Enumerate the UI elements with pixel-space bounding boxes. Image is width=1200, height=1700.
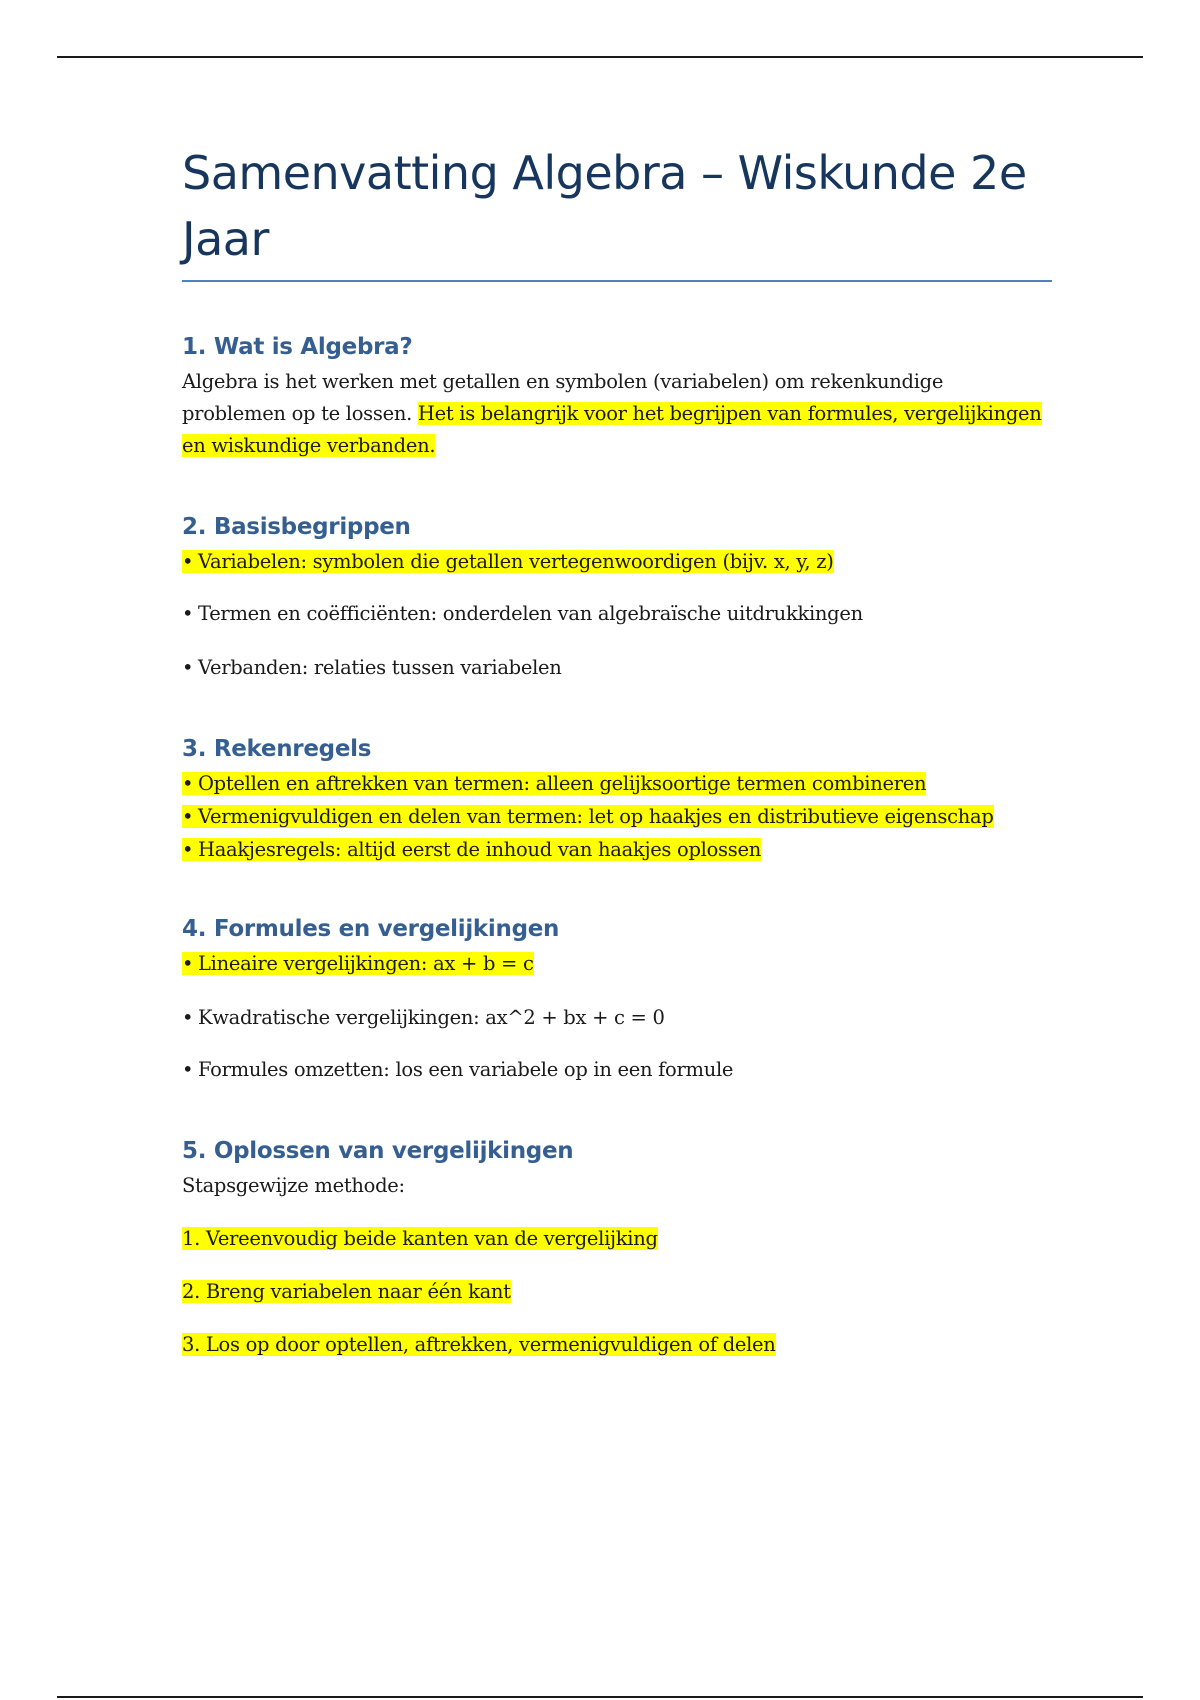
section-oplossen-van-vergelijkingen: [182, 1136, 1052, 1359]
title-underline: [182, 280, 1052, 282]
step-text: 2. Breng variabelen naar één kant: [182, 1280, 511, 1303]
section-paragraph: [182, 366, 1052, 462]
section-heading: 5. Oplossen van vergelijkingen: [182, 1138, 574, 1164]
list-item-text: Optellen en aftrekken van termen: alleen gelijksoortige termen combineren: [198, 772, 927, 795]
section-heading: 2. Basisbegrippen: [182, 514, 411, 540]
list-item: [182, 836, 1052, 864]
paragraph-text: Algebra is het werken met getallen en symbolen (variabelen) om rekenkundige problemen op te lossen.: [182, 370, 944, 425]
bullet-glyph: •: [182, 838, 194, 861]
list-item-text: Formules omzetten: los een variabele op in een formule: [198, 1058, 734, 1081]
page-top-rule: [57, 56, 1143, 58]
document-body: [182, 140, 1052, 1359]
bullet-glyph: •: [182, 602, 194, 625]
list-item-text: Haakjesregels: altijd eerst de inhoud van haakjes oplossen: [198, 838, 761, 861]
list-item: [182, 1056, 1052, 1084]
list-item: [182, 770, 1052, 798]
list-item: [182, 654, 1052, 682]
list-item-text: Termen en coëfficiënten: onderdelen van algebraïsche uitdrukkingen: [198, 602, 863, 625]
bullet-glyph: •: [182, 1006, 194, 1029]
section-heading: 1. Wat is Algebra?: [182, 334, 413, 360]
section-formules-en-vergelijkingen: [182, 914, 1052, 1084]
section-rekenregels: [182, 734, 1052, 864]
section-heading: 4. Formules en vergelijkingen: [182, 916, 560, 942]
bullet-glyph: •: [182, 772, 194, 795]
list-item: [182, 600, 1052, 628]
step-text: 1. Vereenvoudig beide kanten van de vergelijking: [182, 1227, 658, 1250]
list-item: [182, 548, 1052, 576]
page-bottom-rule: [57, 1696, 1143, 1698]
list-item-text: Variabelen: symbolen die getallen vertegenwoordigen (bijv. x, y, z): [198, 550, 834, 573]
list-item: [182, 803, 1052, 831]
bullet-glyph: •: [182, 952, 194, 975]
step-text: 3. Los op door optellen, aftrekken, vermenigvuldigen of delen: [182, 1333, 776, 1356]
section-intro: Stapsgewijze methode:: [182, 1174, 405, 1197]
bullet-glyph: •: [182, 805, 194, 828]
list-item: [182, 950, 1052, 978]
section-basisbegrippen: [182, 512, 1052, 682]
step-item: [182, 1331, 1052, 1359]
bullet-glyph: •: [182, 656, 194, 679]
step-item: [182, 1278, 1052, 1306]
list-item-text: Lineaire vergelijkingen: ax + b = c: [198, 952, 534, 975]
section-heading: 3. Rekenregels: [182, 736, 372, 762]
list-item-text: Verbanden: relaties tussen variabelen: [198, 656, 562, 679]
bullet-glyph: •: [182, 550, 194, 573]
list-item: [182, 1004, 1052, 1032]
bullet-glyph: •: [182, 1058, 194, 1081]
section-wat-is-algebra: [182, 332, 1052, 462]
list-item-text: Vermenigvuldigen en delen van termen: let op haakjes en distributieve eigenschap: [198, 805, 994, 828]
step-item: [182, 1225, 1052, 1253]
page-title: Samenvatting Algebra – Wiskunde 2e Jaar: [182, 146, 1027, 266]
highlighted-text: Het is belangrijk voor het begrijpen van formules, vergelijkingen en wiskundige verbanden.: [182, 402, 1042, 457]
list-item-text: Kwadratische vergelijkingen: ax^2 + bx + c = 0: [198, 1006, 665, 1029]
